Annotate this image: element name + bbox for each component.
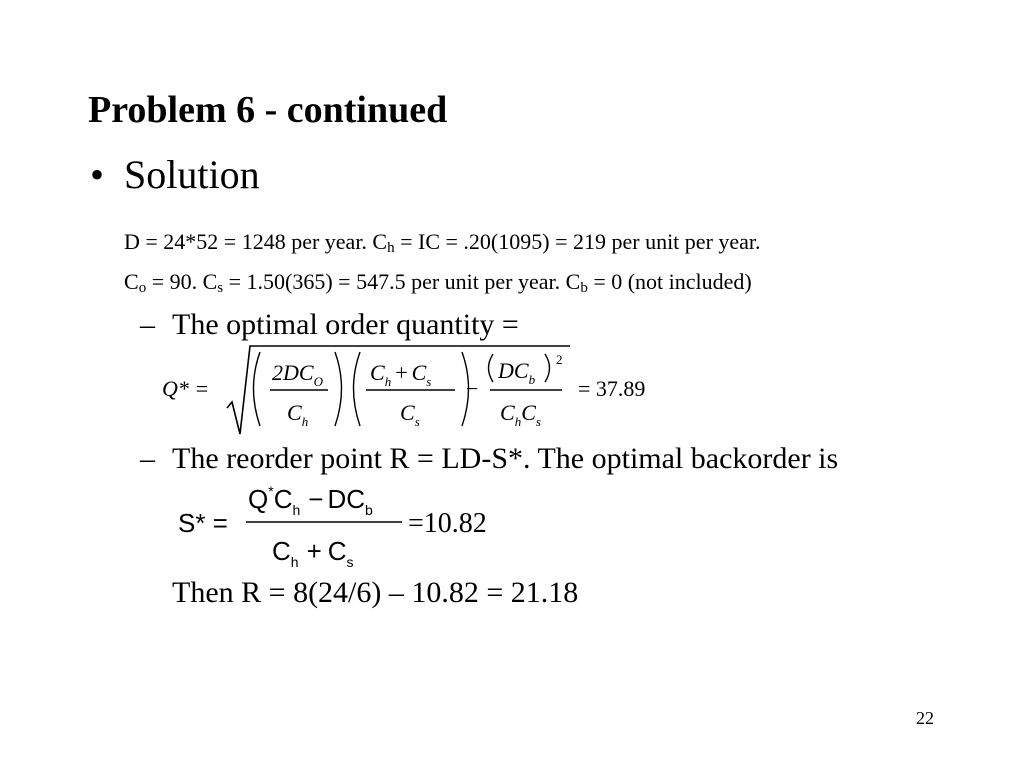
subscript-b: b <box>580 280 588 296</box>
fraction-2-numerator: $C_h + C_s$ <box>370 360 432 389</box>
given-holding-cost-text: = IC = .20(1095) = 219 per unit per year. <box>394 229 761 254</box>
s-star-result: =10.82 <box>408 508 487 539</box>
left-paren-2 <box>354 352 361 426</box>
q-star-result: = 37.89 <box>578 376 646 401</box>
given-values-line-2 <box>124 267 752 297</box>
fraction-3-denominator: $C_hC_s$ <box>500 400 541 429</box>
shortage-cost-text: = 1.50(365) = 547.5 per unit per year. C <box>223 269 581 294</box>
bullet-marker: • <box>90 152 105 197</box>
minus-sign: − <box>466 376 479 401</box>
reorder-point-result: Then R = 8(24/6) – 10.82 = 21.18 <box>172 576 579 609</box>
backorder-cost-text: = 0 (not included) <box>587 269 752 294</box>
left-paren-3 <box>489 354 494 382</box>
order-cost-symbol: C <box>124 269 139 294</box>
given-demand-text: D = 24*52 = 1248 per year. C <box>124 229 388 254</box>
subbullet-marker-1: – <box>140 308 155 341</box>
subscript-s: s <box>217 280 224 296</box>
fraction-3-numerator: $DC_b$ <box>498 358 536 387</box>
slide-title: Problem 6 - continued <box>88 89 448 131</box>
s-star-lhs: S* = <box>178 508 228 538</box>
subbullet-order-quantity: The optimal order quantity = <box>172 308 519 341</box>
right-paren-3 <box>545 354 550 382</box>
subscript-h: h <box>387 240 395 256</box>
page-number: 22 <box>916 708 934 728</box>
given-values-line-1 <box>124 227 761 257</box>
s-star-numerator: $Q^*C_h - DC_b$ <box>248 483 373 518</box>
right-paren-1 <box>335 352 342 426</box>
subscript-o: o <box>138 280 147 296</box>
bullet-solution: Solution <box>124 152 260 197</box>
optimal-backorder-formula <box>170 476 530 574</box>
subbullet-reorder-point: The reorder point R = LD-S*. The optimal backorder is <box>172 442 839 475</box>
optimal-order-quantity-formula <box>150 338 690 438</box>
exponent-2: 2 <box>556 352 563 367</box>
q-star-lhs: Q* = <box>162 376 210 401</box>
s-star-denominator: $C_h + C_s$ <box>272 536 354 570</box>
left-paren-1 <box>254 352 261 426</box>
order-cost-text: = 90. C <box>146 269 218 294</box>
fraction-2-denominator: $C_s$ <box>400 400 420 429</box>
subbullet-marker-2: – <box>140 442 155 475</box>
fraction-1-numerator: $2DC_O$ <box>272 360 323 389</box>
fraction-1-denominator: $C_h$ <box>287 400 309 429</box>
